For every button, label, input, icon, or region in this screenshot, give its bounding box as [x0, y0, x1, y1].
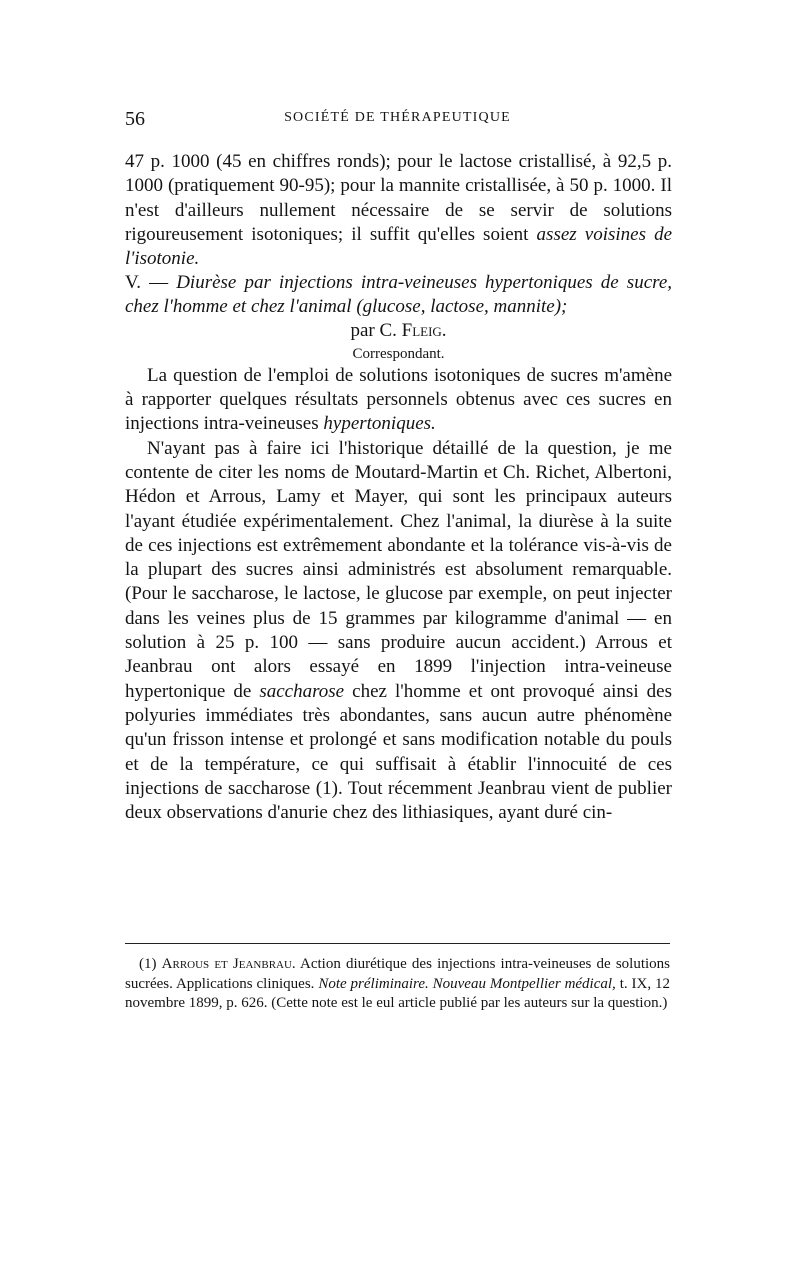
section-number: V. — [125, 272, 177, 294]
page-number: 56 [125, 108, 145, 130]
footnote: (1) Arrous et Jeanbrau. Action diurétique des injections intra-veineuses de solutions sucrées. Applications cliniques. Note préliminaire. Nouveau Montpellier médical, t. IX, 12 novembre 1899, p. 626. (Cette note est le eul article publié par les auteurs sur la question.) [125, 956, 670, 1011]
page-body [125, 150, 672, 825]
page-header [125, 108, 670, 134]
author-role: Correspondant. [352, 345, 445, 362]
paragraph-intro: La question de l'emploi de solutions isotoniques de sucres m'amène à rapporter quelques résultats personnels obtenus avec ces sucres en injections intra-veineuses hypertoniques. [125, 364, 672, 435]
footnote-authors: Arrous et Jeanbrau. [161, 956, 296, 972]
author-name: Fleig. [401, 320, 447, 342]
byline: par C. Fleig. [350, 320, 447, 342]
footnote-mark: (1) [139, 956, 162, 972]
running-title: SOCIÉTÉ DE THÉRAPEUTIQUE [284, 110, 511, 125]
paragraph-history: N'ayant pas à faire ici l'historique détaillé de la question, je me contente de citer les noms de Moutard-Martin et Ch. Richet, Albertoni, Hédon et Arrous, Lamy et Mayer, qui sont les principaux auteurs l'ayant étudiée expérimentalement. Chez l'animal, la diurèse à la suite de ces injections est extrêmement abondante et la tolérance vis-à-vis de la plupart des sucres ainsi administrés est absolument remarquable. (Pour le saccharose, le lactose, le glucose par exemple, on peut injecter dans les veines plus de 15 grammes par kilogramme d'animal — en solution à 25 p. 100 — sans produire aucun accident.) Arrous et Jeanbrau ont alors essayé en 1899 l'injection intra-veineuse hypertonique de saccharose chez l'homme et ont provoqué ainsi des polyuries immédiates très abondantes, sans aucun autre phénomène qu'un frisson intense et prolongé et sans modification notable du pouls et de la température, ce qui suffisait à établir l'innocuité de ces injections de saccharose (1). Tout récemment Jeanbrau vient de publier deux observations d'anurie chez des lithiasiques, ayant duré cin- [125, 437, 672, 824]
footnote-rule [125, 943, 670, 944]
section-title: Diurèse par injections intra-veineuses hypertoniques de sucre, chez l'homme et chez l'animal (glucose, lactose, mannite); [125, 272, 672, 318]
paragraph-continuation: 47 p. 1000 (45 en chiffres ronds); pour le lactose cristallisé, à 92,5 p. 1000 (pratiquement 90-95); pour la mannite cristallisée, à 50 p. 1000. Il n'est d'ailleurs nullement nécessaire de se servir de solutions rigoureusement isotoniques; il suffit qu'elles soient assez voisines de l'isotonie. [125, 151, 672, 270]
section-heading [125, 271, 672, 319]
